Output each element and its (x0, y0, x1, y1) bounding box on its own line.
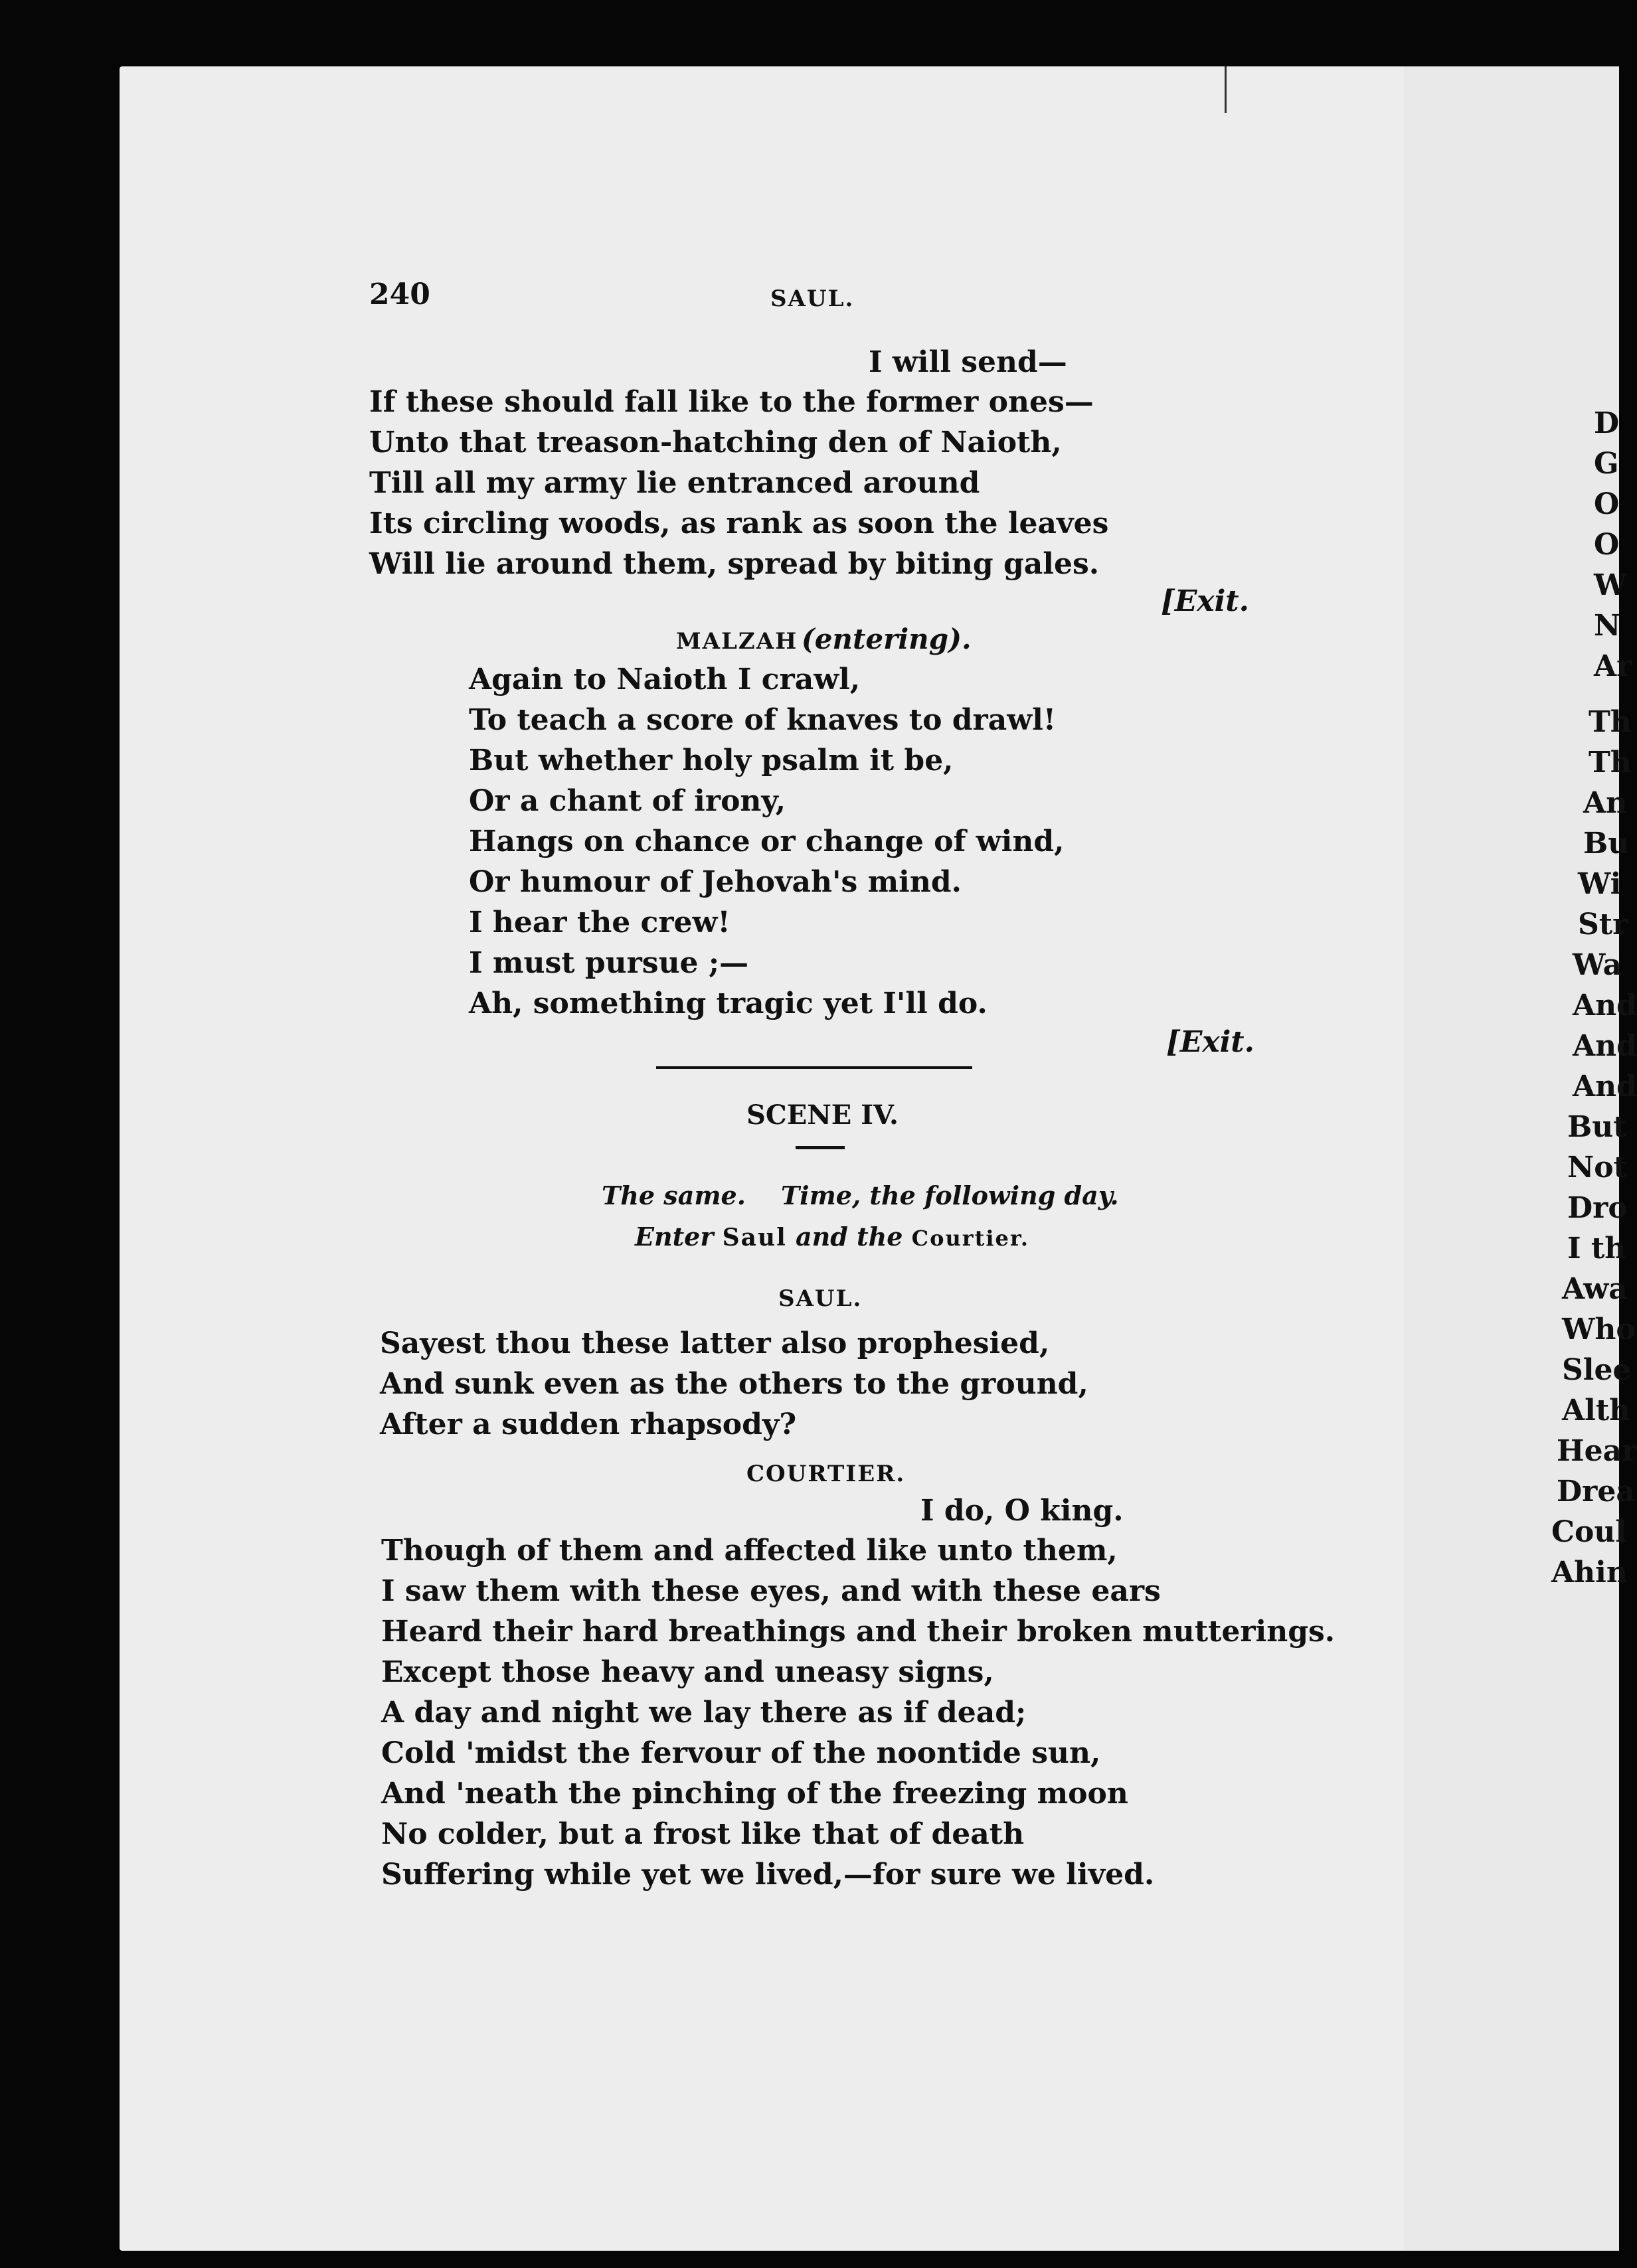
speaker-malzah (676, 623, 972, 655)
enter-saul: Saul (722, 1224, 787, 1252)
verse-line: Or a chant of irony, (469, 784, 786, 818)
next-page-fragment: I th (1567, 1232, 1626, 1265)
verse-line: I must pursue ;— (469, 946, 749, 980)
next-page-fragment: Who (1562, 1313, 1636, 1346)
next-page-fragment: Coul (1551, 1515, 1627, 1549)
next-page-fragment: O (1594, 487, 1620, 521)
speaker-direction: (entering). (801, 623, 972, 655)
verse-line: I will send— (869, 345, 1067, 379)
next-page-fragment: Slee (1562, 1353, 1632, 1387)
next-page-fragment: Bu (1583, 827, 1630, 860)
page-number: 240 (369, 278, 430, 311)
entrance-direction (635, 1222, 1029, 1252)
speaker-courtier: COURTIER. (746, 1461, 906, 1487)
verse-line: Its circling woods, as rank as soon the leaves (369, 507, 1109, 540)
verse-line: Again to Naioth I crawl, (469, 663, 861, 696)
next-page-fragment: Th (1589, 746, 1632, 779)
verse-line: Unto that treason-hatching den of Naioth, (369, 426, 1062, 459)
enter-word: Enter (635, 1222, 714, 1252)
verse-line: Or humour of Jehovah's mind. (469, 865, 962, 899)
enter-and: and the (796, 1222, 903, 1252)
next-page-fragment: And (1573, 989, 1637, 1022)
next-page-fragment: Wi (1578, 867, 1622, 901)
next-page-fragment: And (1573, 1070, 1637, 1103)
next-page-fragment: But (1567, 1110, 1627, 1144)
verse-line: Suffering while yet we lived,—for sure we lived. (381, 1858, 1155, 1892)
verse-line: Will lie around them, spread by biting gales. (369, 547, 1100, 581)
verse-line: And sunk even as the others to the ground, (380, 1367, 1088, 1401)
scene-time: Time, the following day. (780, 1180, 1119, 1210)
page-mark (1225, 66, 1227, 113)
verse-line: After a sudden rhapsody? (380, 1408, 797, 1441)
enter-courtier: Courtier. (911, 1226, 1029, 1251)
verse-line: Ah, something tragic yet I'll do. (469, 987, 988, 1020)
verse-line: But whether holy psalm it be, (469, 744, 954, 777)
next-page-fragment: Alth (1562, 1394, 1631, 1427)
next-page-fragment: Ar (1594, 649, 1632, 683)
next-page-fragment: Dro (1567, 1191, 1628, 1225)
verse-line: Except those heavy and uneasy signs, (381, 1655, 994, 1689)
running-title: SAUL. (770, 285, 855, 312)
next-page-fragment: And (1573, 1029, 1637, 1063)
next-page-fragment: G (1594, 447, 1619, 481)
next-page-fragment: N (1594, 609, 1621, 643)
verse-line: Till all my army lie entranced around (369, 466, 980, 500)
next-page-fragment: Awa (1562, 1272, 1628, 1306)
next-page-fragment: Th (1589, 705, 1632, 739)
speaker-saul: SAUL. (778, 1285, 863, 1312)
next-page-fragment: An (1583, 786, 1628, 820)
next-page (1404, 66, 1637, 2251)
stage-direction-exit: [Exit. (1166, 1025, 1254, 1059)
stage-direction-exit: [Exit. (1161, 584, 1249, 618)
next-page-fragment: Not (1567, 1151, 1627, 1184)
verse-line: And 'neath the pinching of the freezing moon (381, 1777, 1128, 1811)
next-page-fragment: W (1594, 568, 1627, 602)
scene-heading: SCENE IV. (746, 1099, 899, 1131)
next-page-fragment: Drea (1557, 1475, 1635, 1508)
verse-line: Hangs on chance or change of wind, (469, 825, 1065, 858)
next-page-fragment: D (1594, 406, 1620, 440)
verse-line: A day and night we lay there as if dead; (381, 1696, 1027, 1730)
speaker-name: MALZAH (676, 628, 798, 655)
scene-place: The same. (602, 1180, 746, 1210)
next-page-fragment: Hear (1557, 1434, 1637, 1468)
next-page-fragment: Ahin (1551, 1556, 1628, 1589)
next-page-fragment: O (1594, 528, 1620, 562)
verse-line: No colder, but a frost like that of death (381, 1817, 1025, 1851)
verse-line: Heard their hard breathings and their broken mutterings. (381, 1615, 1335, 1649)
verse-line: Sayest thou these latter also prophesied, (380, 1327, 1050, 1360)
scene-heading-rule (796, 1146, 845, 1149)
verse-line: To teach a score of knaves to drawl! (469, 703, 1057, 737)
verse-line: If these should fall like to the former ones— (369, 385, 1094, 419)
next-page-fragment: Wa (1573, 948, 1622, 982)
verse-line: I do, O king. (920, 1494, 1124, 1528)
verse-line: Cold 'midst the fervour of the noontide sun, (381, 1736, 1101, 1770)
scene-setting (602, 1180, 1119, 1210)
scene-divider-rule (656, 1066, 972, 1069)
verse-line: I saw them with these eyes, and with these ears (381, 1574, 1161, 1608)
verse-line: Though of them and affected like unto them, (381, 1534, 1118, 1568)
verse-line: I hear the crew! (469, 906, 731, 939)
next-page-fragment: Str (1578, 908, 1628, 941)
